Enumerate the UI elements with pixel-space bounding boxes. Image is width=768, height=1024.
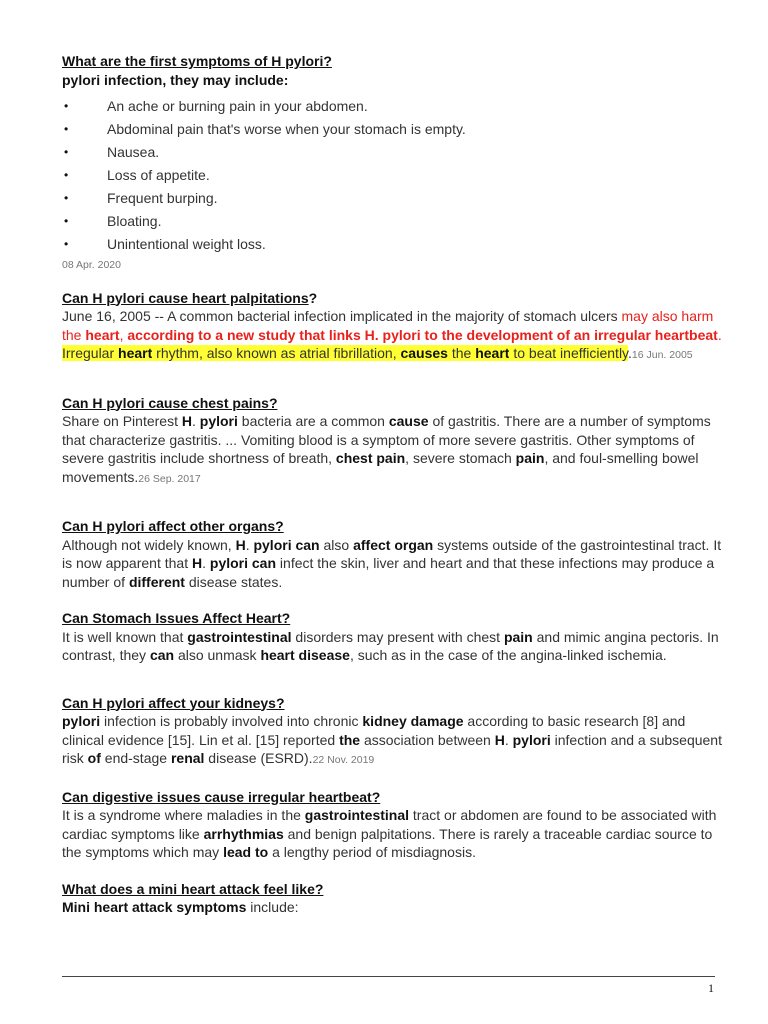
list-item: • Loss of appetite. xyxy=(62,164,722,187)
list-item: • Nausea. xyxy=(62,141,722,164)
question-heading: Can Stomach Issues Affect Heart? xyxy=(62,610,291,626)
bullet-icon: • xyxy=(64,145,69,159)
section-other-organs xyxy=(62,517,722,591)
date-label: 08 Apr. 2020 xyxy=(62,259,121,271)
question-heading: Can H pylori cause chest pains? xyxy=(62,394,278,411)
date-label: 16 Jun. 2005 xyxy=(631,349,693,361)
date-label: 26 Sep. 2017 xyxy=(138,472,201,485)
list-item: • Bloating. xyxy=(62,210,722,233)
question-heading: Can digestive issues cause irregular heartbeat? xyxy=(62,788,381,805)
list-item: • Unintentional weight loss. xyxy=(62,233,722,256)
answer-paragraph: It is a syndrome where maladies in the gastrointestinal tract or abdomen are found to be associated with cardiac symptoms like arrhythmias and benign palpitations. There is rarely a traceable cardiac source to the symptoms which may lead to a lengthy period of misdiagnosis. xyxy=(62,807,717,860)
bullet-icon: • xyxy=(64,214,69,228)
question-heading: Can H pylori affect your kidneys? xyxy=(62,694,285,711)
answer-paragraph: June 16, 2005 -- A common bacterial infection implicated in the majority of stomach ulcers may also harm the heart, according to a new study that links H. pylori to the development of an irregular heartbeat. Irregular heart rhythm, also known as atrial fibrillation, causes the heart to beat inefficiently.16 Jun. 2005 xyxy=(62,308,722,361)
bullet-icon: • xyxy=(64,99,69,113)
list-item: • An ache or burning pain in your abdomen. xyxy=(62,95,722,118)
question-heading: What are the first symptoms of H pylori? xyxy=(62,53,332,69)
question-heading: Can H pylori cause heart palpitations? xyxy=(62,289,318,306)
section-chest-pains xyxy=(62,394,722,489)
question-heading: What does a mini heart attack feel like? xyxy=(62,880,324,897)
section-first-symptoms xyxy=(62,52,722,275)
bullet-icon: • xyxy=(64,122,69,136)
question-heading: Can H pylori affect other organs? xyxy=(62,518,284,534)
section-heart-palpitations xyxy=(62,289,722,365)
bullet-icon: • xyxy=(64,168,69,182)
symptom-list xyxy=(62,95,722,256)
answer-paragraph: Share on Pinterest H. pylori bacteria are a common cause of gastritis. There are a number of symptoms that characterize gastritis. ... Vomiting blood is a symptom of more severe gastritis. Other symptoms of severe gastritis include shortness of breath, chest pain, severe stomach pain, and foul-smelling bowel movements.26 Sep. 2017 xyxy=(62,413,711,485)
list-item: • Abdominal pain that's worse when your stomach is empty. xyxy=(62,118,722,141)
answer-paragraph: Mini heart attack symptoms include: xyxy=(62,899,299,915)
section-mini-heart-attack xyxy=(62,880,722,917)
date-label: 22 Nov. 2019 xyxy=(312,754,375,766)
page-number: 1 xyxy=(708,981,714,995)
answer-paragraph: pylori infection is probably involved into chronic kidney damage according to basic research [8] and clinical evidence [15]. Lin et al. [15] reported the association between H. pylori infection and a subsequent risk of end-stage renal disease (ESRD).22 Nov. 2019 xyxy=(62,713,722,766)
footer-divider xyxy=(62,976,715,977)
answer-paragraph: Although not widely known, H. pylori can also affect organ systems outside of the gastrointestinal tract. It is now apparent that H. pylori can infect the skin, liver and heart and that these infections may produce a number of different disease states. xyxy=(62,536,722,590)
section-kidneys xyxy=(62,694,722,770)
answer-paragraph: It is well known that gastrointestinal disorders may present with chest pain and mimic angina pectoris. In contrast, they can also unmask heart disease, such as in the case of the angina-linked ischemia. xyxy=(62,628,719,663)
bullet-icon: • xyxy=(64,237,69,251)
document-body xyxy=(62,52,722,917)
subtitle: pylori infection, they may include: xyxy=(62,71,289,88)
list-item: • Frequent burping. xyxy=(62,187,722,210)
section-irregular-heartbeat xyxy=(62,788,722,862)
section-stomach-heart xyxy=(62,609,722,665)
bullet-icon: • xyxy=(64,191,69,205)
